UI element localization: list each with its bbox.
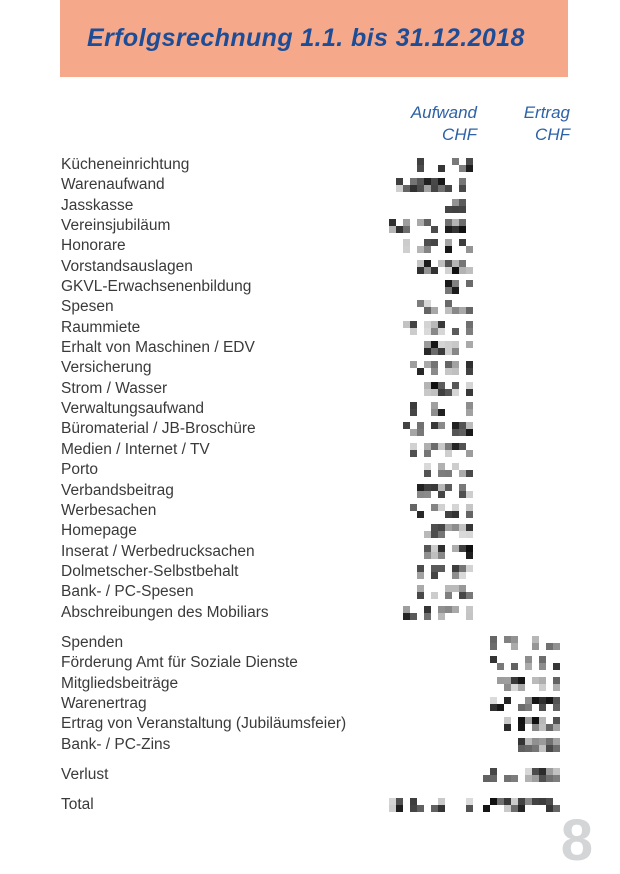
result-section	[0, 765, 620, 785]
table-row	[0, 419, 620, 439]
row-label: Ertrag von Veranstaltung (Jubiläumsfeier)	[61, 715, 347, 733]
redacted-aufwand-value	[403, 239, 473, 253]
table-row	[0, 155, 620, 175]
row-label: Mitgliedsbeiträge	[61, 674, 179, 692]
row-label: GKVL-Erwachsenenbildung	[61, 278, 252, 296]
column-header-ertrag-label: Ertrag	[523, 103, 570, 122]
redacted-aufwand-value	[424, 280, 473, 294]
row-label: Verbandsbeitrag	[61, 481, 174, 499]
table-row	[0, 236, 620, 256]
row-label: Büromaterial / JB-Broschüre	[61, 420, 256, 438]
page-number: 8	[560, 808, 593, 873]
redacted-aufwand-value	[389, 798, 473, 812]
table-row	[0, 735, 620, 755]
table-row	[0, 521, 620, 541]
redacted-ertrag-value	[497, 677, 560, 691]
row-label: Vereinsjubiläum	[61, 217, 171, 235]
redacted-aufwand-value	[424, 524, 473, 538]
table-row	[0, 318, 620, 338]
redacted-aufwand-value	[410, 504, 473, 518]
table-row	[0, 582, 620, 602]
table-row	[0, 297, 620, 317]
redacted-ertrag-value	[490, 656, 560, 670]
redacted-aufwand-value	[424, 382, 473, 396]
table-row	[0, 653, 620, 673]
table-row	[0, 542, 620, 562]
income-section	[0, 633, 620, 755]
table-row	[0, 765, 620, 785]
table-row	[0, 379, 620, 399]
redacted-aufwand-value	[410, 443, 473, 457]
table-row	[0, 694, 620, 714]
table-row	[0, 358, 620, 378]
row-label: Dolmetscher-Selbstbehalt	[61, 562, 239, 580]
redacted-aufwand-value	[424, 463, 473, 477]
row-label: Warenaufwand	[61, 176, 165, 194]
table-row	[0, 633, 620, 653]
row-label: Total	[61, 796, 94, 814]
redacted-aufwand-value	[417, 484, 473, 498]
total-section	[0, 795, 620, 815]
row-label: Spenden	[61, 633, 124, 651]
row-label: Abschreibungen des Mobiliars	[61, 603, 269, 621]
redacted-ertrag-value	[504, 717, 560, 731]
redacted-aufwand-value	[410, 361, 473, 375]
redacted-ertrag-value	[490, 636, 560, 650]
table-row	[0, 795, 620, 815]
table-row	[0, 175, 620, 195]
row-label: Spesen	[61, 298, 114, 316]
redacted-aufwand-value	[417, 545, 473, 559]
table-row	[0, 501, 620, 521]
row-label: Förderung Amt für Soziale Dienste	[61, 654, 298, 672]
table-row	[0, 562, 620, 582]
redacted-aufwand-value	[389, 219, 473, 233]
table-row	[0, 481, 620, 501]
redacted-aufwand-value	[445, 199, 473, 213]
table-row	[0, 440, 620, 460]
redacted-ertrag-value	[490, 697, 560, 711]
redacted-aufwand-value	[417, 300, 473, 314]
redacted-aufwand-value	[403, 606, 473, 620]
table-row	[0, 196, 620, 216]
table-row	[0, 257, 620, 277]
row-label: Homepage	[61, 522, 137, 540]
row-label: Bank- / PC-Zins	[61, 735, 171, 753]
title-banner	[60, 0, 568, 77]
column-header-aufwand	[337, 102, 477, 145]
row-label: Versicherung	[61, 359, 152, 377]
row-label: Warenertrag	[61, 694, 147, 712]
row-label: Werbesachen	[61, 501, 157, 519]
redacted-aufwand-value	[417, 158, 473, 172]
column-header-aufwand-label: Aufwand	[410, 103, 477, 122]
table-row	[0, 277, 620, 297]
row-label: Jasskasse	[61, 196, 134, 214]
redacted-ertrag-value	[483, 798, 560, 812]
row-label: Vorstandsauslagen	[61, 257, 193, 275]
table-row	[0, 399, 620, 419]
redacted-aufwand-value	[396, 178, 473, 192]
table-row	[0, 460, 620, 480]
row-label: Raummiete	[61, 318, 141, 336]
expenses-section	[0, 155, 620, 623]
row-label: Honorare	[61, 237, 126, 255]
redacted-aufwand-value	[403, 321, 473, 335]
redacted-ertrag-value	[483, 768, 560, 782]
column-header-aufwand-unit: CHF	[442, 124, 477, 144]
row-label: Medien / Internet / TV	[61, 440, 210, 458]
row-label: Porto	[61, 461, 99, 479]
row-label: Kücheneinrichtung	[61, 156, 190, 173]
redacted-aufwand-value	[410, 402, 473, 416]
redacted-aufwand-value	[403, 422, 473, 436]
column-header-ertrag	[460, 102, 570, 145]
page-title: Erfolgsrechnung 1.1. bis 31.12.2018	[87, 24, 525, 52]
table-row	[0, 216, 620, 236]
row-label: Verlust	[61, 765, 109, 783]
row-label: Erhalt von Maschinen / EDV	[61, 339, 255, 357]
row-label: Inserat / Werbedrucksachen	[61, 542, 255, 560]
table-row	[0, 338, 620, 358]
redacted-aufwand-value	[417, 565, 473, 579]
redacted-aufwand-value	[417, 341, 473, 355]
table-row	[0, 603, 620, 623]
table-row	[0, 714, 620, 734]
statement-rows	[0, 155, 620, 816]
row-label: Verwaltungsaufwand	[61, 400, 205, 418]
table-row	[0, 674, 620, 694]
row-label: Strom / Wasser	[61, 379, 168, 397]
redacted-ertrag-value	[518, 738, 560, 752]
redacted-aufwand-value	[403, 260, 473, 274]
redacted-aufwand-value	[417, 585, 473, 599]
row-label: Bank- / PC-Spesen	[61, 583, 194, 601]
column-header-ertrag-unit: CHF	[535, 124, 570, 144]
